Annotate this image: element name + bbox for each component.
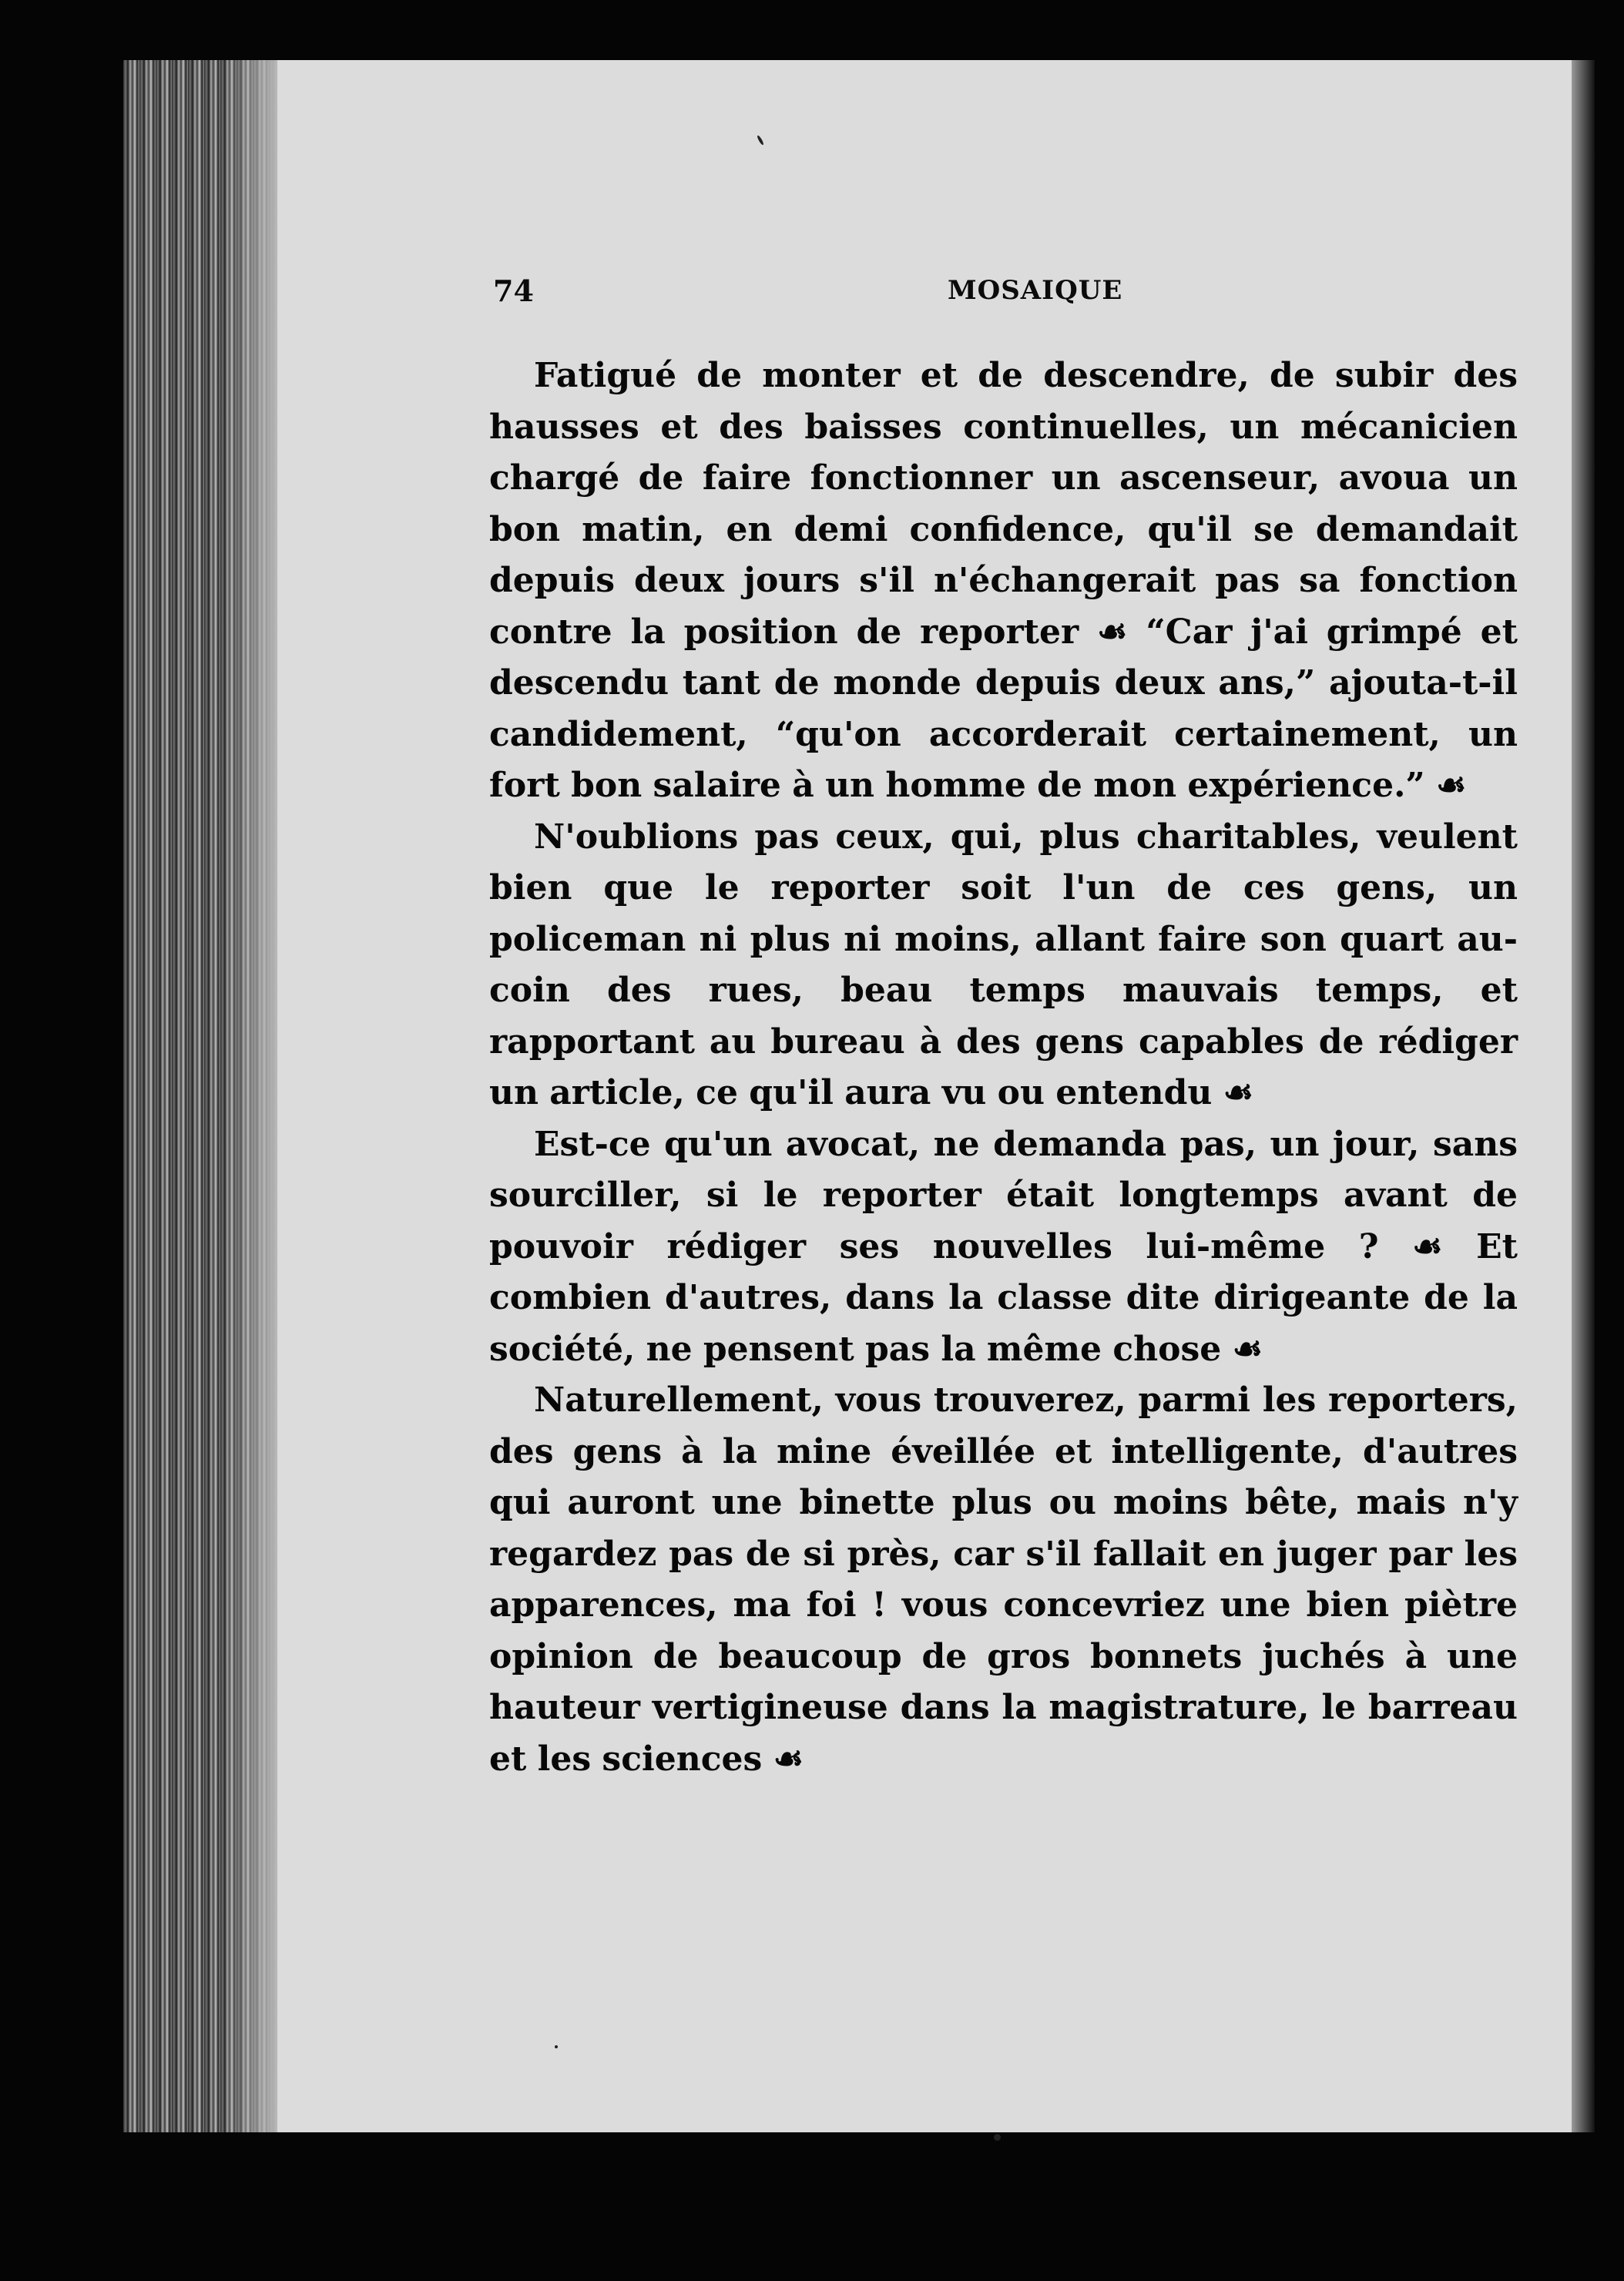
- paragraph: Naturellement, vous trouverez, parmi les reporters, des gens à la mine éveillée et intelligente, d'autres qui auront une binette plus ou moins bête, mais n'y regardez pas de si près, car s'il fallait en juger par les apparences, ma foi ! vous concevriez une bien piètre opinion de beaucoup de gros bonnets juchés à une hauteur vertigineuse dans la magistrature, le barreau et les sciences ☙: [489, 1380, 1518, 1779]
- book-gutter-shadow: [223, 60, 277, 2132]
- body-text: [489, 351, 1518, 1785]
- paragraph: Est-ce qu'un avocat, ne demanda pas, un jour, sans sourciller, si le reporter était longtemps avant de pouvoir rédiger ses nouvelles lui-même ? ☙ Et combien d'autres, dans la classe dite dirigeante de la société, ne pensent pas la même chose ☙: [489, 1124, 1518, 1369]
- page-header: [493, 273, 1518, 320]
- scan-speck: [555, 2045, 558, 2048]
- paragraph: Fatigué de monter et de descendre, de subir des hausses et des baisses continuelles, un mécanicien chargé de faire fonctionner un ascenseur, avoua un bon matin, en demi confidence, qu'il se demandait depuis deux jours s'il n'échangerait pas sa fonction contre la position de reporter ☙ “Car j'ai grimpé et descendu tant de monde depuis deux ans,” ajouta-t-il candidement, “qu'on accorderait certainement, un fort bon salaire à un homme de mon expérience.” ☙: [489, 356, 1518, 805]
- scan-speck: [994, 2134, 1001, 2141]
- paragraph: N'oublions pas ceux, qui, plus charitables, veulent bien que le reporter soit l'un de ces gens, un policeman ni plus ni moins, allant faire son quart au-coin des rues, beau temps mauvais temps, et rapportant au bureau à des gens capables de rédiger un article, ce qu'il aura vu ou entendu ☙: [489, 817, 1518, 1112]
- page-right-edge: [1572, 60, 1595, 2132]
- running-title: MOSAIQUE: [948, 275, 1123, 306]
- page-number: 74: [493, 273, 534, 308]
